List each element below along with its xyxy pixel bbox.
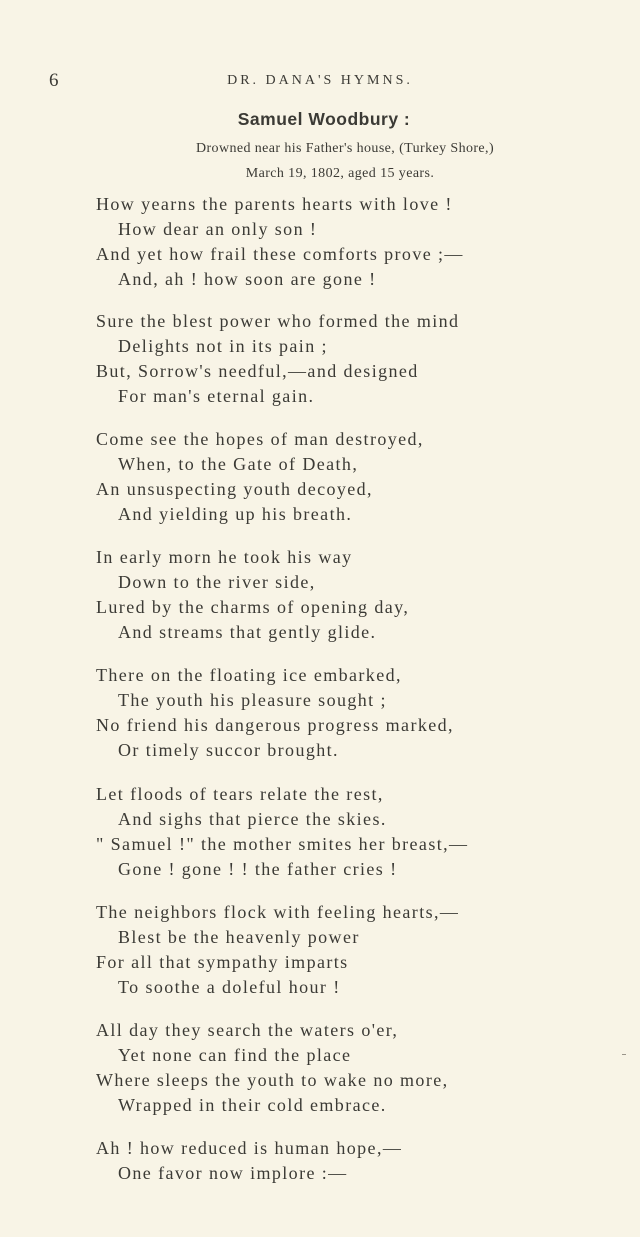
poem-line: But, Sorrow's needful,—and designed [96,361,419,381]
page-number: 6 [49,70,59,91]
poem-line: Let floods of tears relate the rest, [96,784,384,804]
poem-line: In early morn he took his way [96,547,353,567]
poem-line: When, to the Gate of Death, [118,454,359,474]
poem-line: Where sleeps the youth to wake no more, [96,1070,449,1090]
poem-line: And yet how frail these comforts prove ;— [96,244,464,264]
poem-line: An unsuspecting youth decoyed, [96,479,373,499]
poem-line: To soothe a doleful hour ! [118,977,341,997]
hymn-subtitle-line-1: Drowned near his Father's house, (Turkey Shore,) [195,141,495,156]
poem-line: Down to the river side, [118,572,316,592]
poem-line: Yet none can find the place [118,1045,352,1065]
poem-line: How yearns the parents hearts with love ! [96,194,453,214]
poem-line: There on the floating ice embarked, [96,665,402,685]
poem-line: Come see the hopes of man destroyed, [96,429,424,449]
poem-line: Blest be the heavenly power [118,927,360,947]
poem-line: One favor now implore :— [118,1163,348,1183]
poem-line: For all that sympathy imparts [96,952,349,972]
poem-line: Ah ! how reduced is human hope,— [96,1138,403,1158]
poem-line: All day they search the waters o'er, [96,1020,399,1040]
poem-line: Or timely succor brought. [118,740,339,760]
margin-mark [622,1054,626,1055]
poem-line: And, ah ! how soon are gone ! [118,269,377,289]
poem-line: Wrapped in their cold embrace. [118,1095,387,1115]
hymn-subtitle-line-2: March 19, 1802, aged 15 years. [245,166,435,181]
running-head: DR. DANA'S HYMNS. [227,73,413,88]
poem-line: Lured by the charms of opening day, [96,597,410,617]
poem-line: Sure the blest power who formed the mind [96,311,460,331]
hymn-title: Samuel Woodbury : [237,109,411,129]
poem-line: The neighbors flock with feeling hearts,— [96,902,460,922]
poem-line: Gone ! gone ! ! the father cries ! [118,859,398,879]
poem-line: How dear an only son ! [118,219,318,239]
poem-line: And yielding up his breath. [118,504,353,524]
poem-line: Delights not in its pain ; [118,336,328,356]
poem-line: No friend his dangerous progress marked, [96,715,454,735]
poem-line: And streams that gently glide. [118,622,377,642]
poem-line: And sighs that pierce the skies. [118,809,387,829]
poem-line: For man's eternal gain. [118,386,315,406]
poem-line: The youth his pleasure sought ; [118,690,387,710]
poem-line: " Samuel !" the mother smites her breast,— [96,834,469,854]
